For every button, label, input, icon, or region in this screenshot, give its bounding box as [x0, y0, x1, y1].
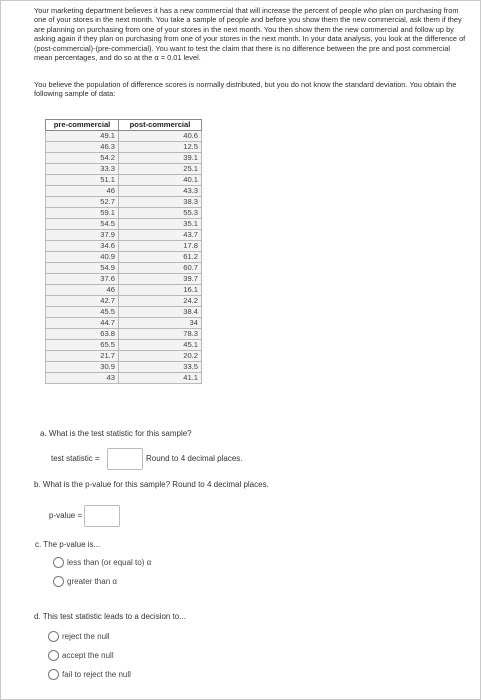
table-row [46, 351, 202, 362]
table-row [46, 285, 202, 296]
data-table [45, 119, 202, 384]
post-commercial-cell: 55.3 [119, 208, 202, 219]
post-commercial-cell: 60.7 [119, 263, 202, 274]
pre-commercial-cell: 43 [46, 373, 119, 384]
option-label: greater than α [67, 577, 117, 586]
table-row [46, 263, 202, 274]
table-row [46, 307, 202, 318]
option-fail-to-reject-null[interactable] [48, 669, 131, 680]
table-row [46, 131, 202, 142]
pre-commercial-cell: 34.6 [46, 241, 119, 252]
post-commercial-cell: 12.5 [119, 142, 202, 153]
radio-button[interactable] [48, 669, 59, 680]
table-row [46, 274, 202, 285]
pre-commercial-cell: 65.5 [46, 340, 119, 351]
post-commercial-cell: 45.1 [119, 340, 202, 351]
pre-commercial-cell: 59.1 [46, 208, 119, 219]
table-row [46, 318, 202, 329]
post-commercial-cell: 35.1 [119, 219, 202, 230]
table-row [46, 175, 202, 186]
table-row [46, 362, 202, 373]
pre-commercial-cell: 63.8 [46, 329, 119, 340]
table-row [46, 186, 202, 197]
table-row [46, 219, 202, 230]
table-row [46, 241, 202, 252]
question-b: b. What is the p-value for this sample? Round to 4 decimal places. [34, 480, 269, 489]
table-row [46, 142, 202, 153]
pre-commercial-cell: 37.9 [46, 230, 119, 241]
table-row [46, 153, 202, 164]
post-commercial-cell: 39.7 [119, 274, 202, 285]
column-header-post: post-commercial [119, 120, 202, 131]
pre-commercial-cell: 40.9 [46, 252, 119, 263]
rounding-hint: Round to 4 decimal places. [146, 454, 243, 463]
option-reject-null[interactable] [48, 631, 110, 642]
pre-commercial-cell: 42.7 [46, 296, 119, 307]
post-commercial-cell: 41.1 [119, 373, 202, 384]
table-row [46, 296, 202, 307]
pre-commercial-cell: 46.3 [46, 142, 119, 153]
p-value-input[interactable] [84, 505, 120, 527]
question-d: d. This test statistic leads to a decision to... [34, 612, 186, 621]
post-commercial-cell: 17.8 [119, 241, 202, 252]
post-commercial-cell: 34 [119, 318, 202, 329]
option-label: accept the null [62, 651, 114, 660]
p-value-label: p-value = [49, 511, 83, 520]
post-commercial-cell: 61.2 [119, 252, 202, 263]
option-label: less than (or equal to) α [67, 558, 152, 567]
post-commercial-cell: 38.3 [119, 197, 202, 208]
question-a: a. What is the test statistic for this sample? [40, 429, 192, 438]
pre-commercial-cell: 52.7 [46, 197, 119, 208]
table-row [46, 197, 202, 208]
table-row [46, 230, 202, 241]
radio-button[interactable] [48, 650, 59, 661]
table-row [46, 252, 202, 263]
test-statistic-input[interactable] [107, 448, 143, 470]
pre-commercial-cell: 33.3 [46, 164, 119, 175]
post-commercial-cell: 78.3 [119, 329, 202, 340]
post-commercial-cell: 40.1 [119, 175, 202, 186]
post-commercial-cell: 16.1 [119, 285, 202, 296]
post-commercial-cell: 43.3 [119, 186, 202, 197]
pre-commercial-cell: 37.6 [46, 274, 119, 285]
radio-button[interactable] [53, 576, 64, 587]
table-header-row [46, 120, 202, 131]
option-label: fail to reject the null [62, 670, 131, 679]
pre-commercial-cell: 45.5 [46, 307, 119, 318]
pre-commercial-cell: 46 [46, 186, 119, 197]
pre-commercial-cell: 54.2 [46, 153, 119, 164]
post-commercial-cell: 20.2 [119, 351, 202, 362]
pre-commercial-cell: 21.7 [46, 351, 119, 362]
pre-commercial-cell: 51.1 [46, 175, 119, 186]
problem-assumption: You believe the population of difference scores is normally distributed, but you do not know the standard deviation. You obtain the following sample of data: [34, 80, 457, 99]
post-commercial-cell: 43.7 [119, 230, 202, 241]
post-commercial-cell: 39.1 [119, 153, 202, 164]
table-row [46, 329, 202, 340]
pre-commercial-cell: 46 [46, 285, 119, 296]
table-row [46, 340, 202, 351]
question-c: c. The p-value is... [35, 540, 101, 549]
radio-button[interactable] [53, 557, 64, 568]
post-commercial-cell: 33.5 [119, 362, 202, 373]
post-commercial-cell: 24.2 [119, 296, 202, 307]
table-row [46, 208, 202, 219]
option-accept-null[interactable] [48, 650, 114, 661]
pre-commercial-cell: 30.9 [46, 362, 119, 373]
test-statistic-label: test statistic = [51, 454, 100, 463]
pre-commercial-cell: 54.5 [46, 219, 119, 230]
option-label: reject the null [62, 632, 110, 641]
post-commercial-cell: 25.1 [119, 164, 202, 175]
table-row [46, 373, 202, 384]
pre-commercial-cell: 49.1 [46, 131, 119, 142]
post-commercial-cell: 40.6 [119, 131, 202, 142]
column-header-pre: pre-commercial [46, 120, 119, 131]
pre-commercial-cell: 54.9 [46, 263, 119, 274]
table-row [46, 164, 202, 175]
post-commercial-cell: 38.4 [119, 307, 202, 318]
option-less-than-alpha[interactable] [53, 557, 151, 568]
problem-intro: Your marketing department believes it has a new commercial that will increase the percent of people who plan on purchasing from one of your stores in the next month. You take a sample of people and before you show them the new commercial, ask them if they are planning on purchasing from one of your stores in the next month. You then show them the new commercial and follow up by asking again if they plan on purchasing from one of your stores in the next month. In your data analysis, you look at the difference of (post-commercial)-(pre-commercial). You want to test the claim that there is no difference between the pre and post commercial mean percentages, and do so at the α = 0.01 level. [34, 6, 466, 63]
pre-commercial-cell: 44.7 [46, 318, 119, 329]
radio-button[interactable] [48, 631, 59, 642]
option-greater-than-alpha[interactable] [53, 576, 117, 587]
